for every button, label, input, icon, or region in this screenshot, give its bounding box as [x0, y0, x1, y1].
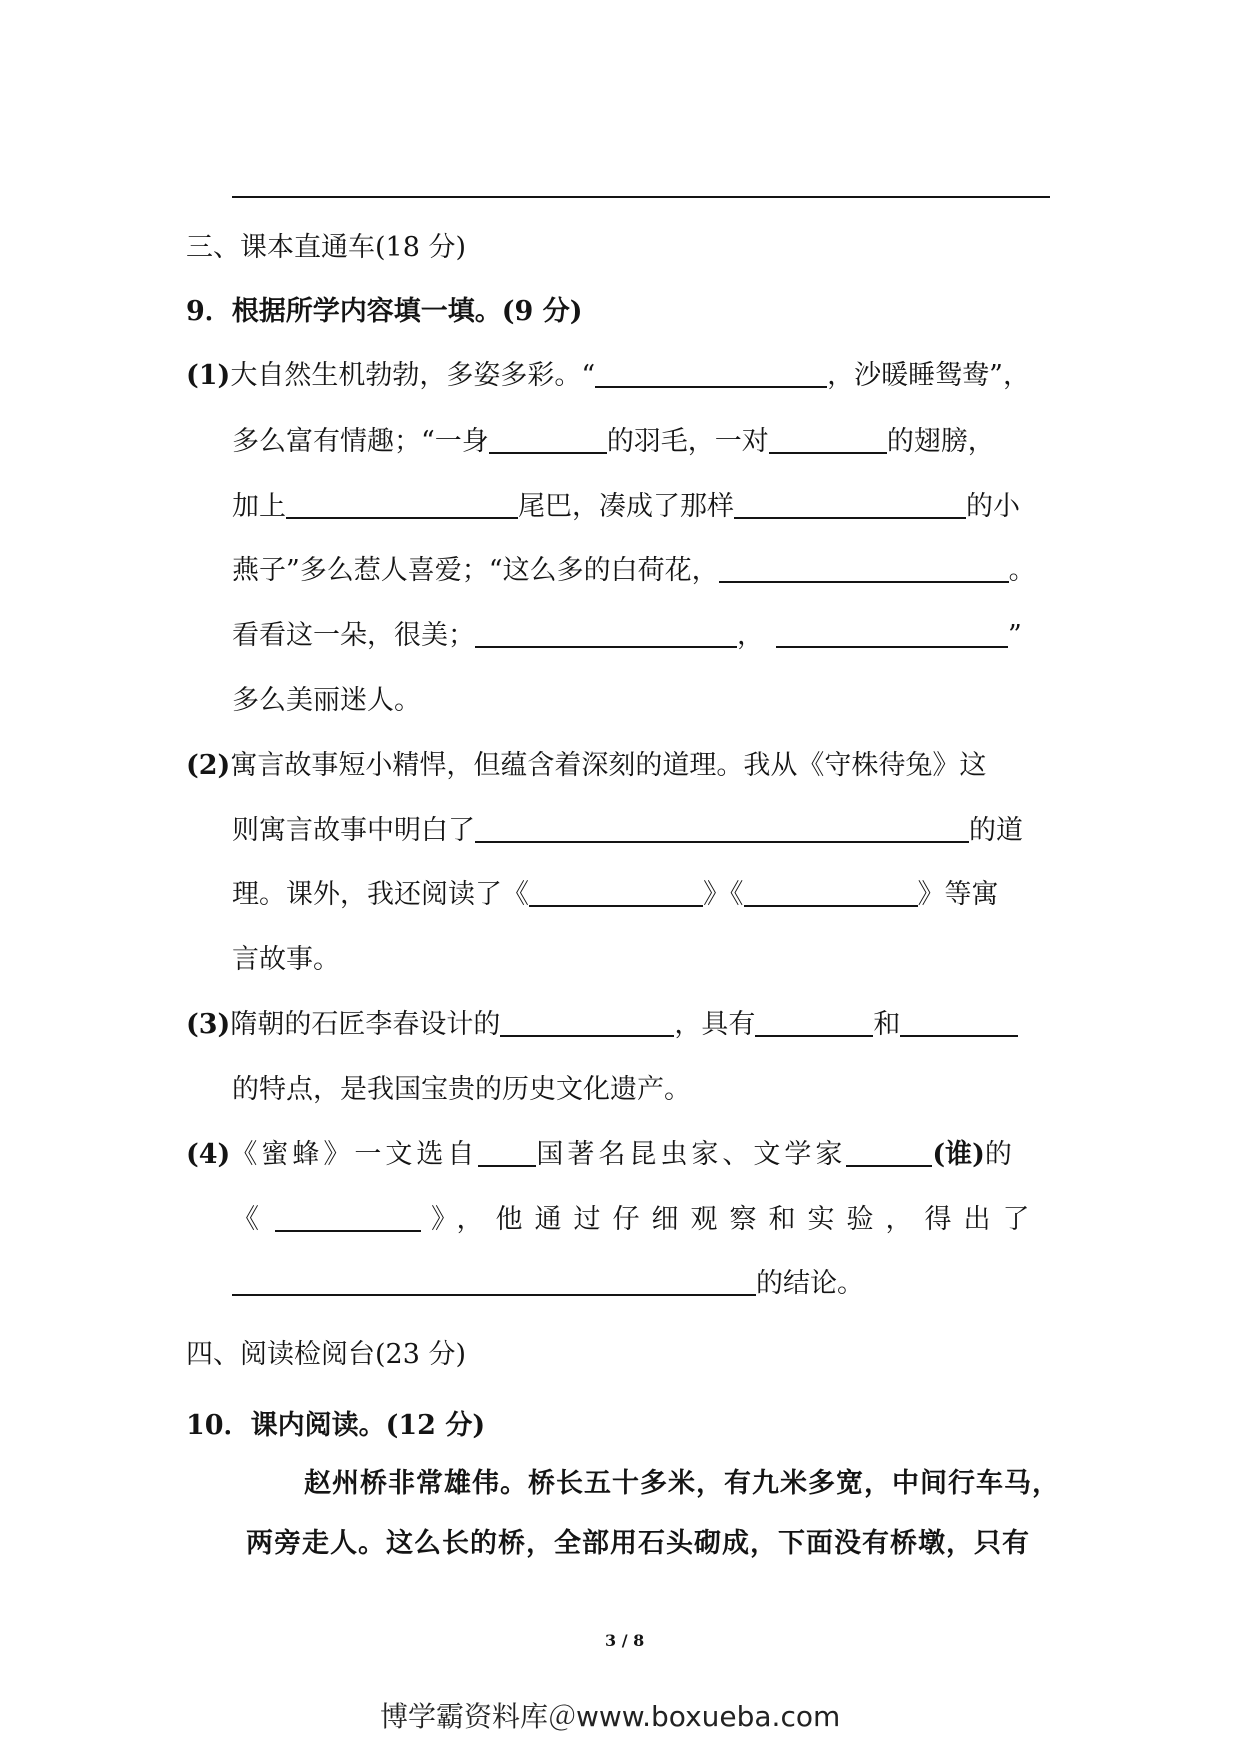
fill-blank[interactable]	[478, 1139, 536, 1167]
fill-blank[interactable]	[900, 1009, 1018, 1037]
fill-blank[interactable]	[529, 879, 703, 907]
q9-part3-number: (3)	[186, 1009, 231, 1040]
fill-blank[interactable]	[734, 491, 966, 519]
q9-part1-line1: (1)大自然生机勃勃，多姿多彩。“ ，沙暖睡鸳鸯”，	[186, 360, 1030, 391]
fill-blank[interactable]	[744, 879, 918, 907]
section-3-title: 三、课本直通车(18 分)	[186, 232, 467, 263]
q9-part4-line1: (4)《蜜蜂》一文选自 国著名昆虫家、文学家 (谁)的	[186, 1139, 1012, 1170]
section-4-title: 四、阅读检阅台(23 分)	[186, 1339, 467, 1370]
question-9-title: 9．根据所学内容填一填。(9 分)	[186, 296, 583, 327]
q9-part2-line1: (2)寓言故事短小精悍，但蕴含着深刻的道理。我从《守株待兔》这	[186, 750, 987, 781]
fill-blank[interactable]	[286, 491, 518, 519]
q9-part2-line3: 理。课外，我还阅读了《 》《 》等寓	[232, 879, 999, 910]
q9-part4-line3: 的结论。	[232, 1266, 864, 1302]
fill-blank[interactable]	[232, 1268, 756, 1296]
question-10-title: 10．课内阅读。(12 分)	[186, 1410, 486, 1441]
q9-part1-line4: 燕子”多么惹人喜爱；“这么多的白荷花， 。	[232, 555, 1036, 586]
fill-blank[interactable]	[776, 620, 1008, 648]
fill-blank[interactable]	[846, 1139, 932, 1167]
q9-part3-line1: (3)隋朝的石匠李春设计的 ，具有 和	[186, 1007, 1018, 1043]
reading-passage-line1: 赵州桥非常雄伟。桥长五十多米，有九米多宽，中间行车马，	[304, 1468, 1060, 1499]
q9-part2-number: (2)	[186, 750, 231, 781]
fill-blank[interactable]	[489, 426, 607, 454]
fill-blank[interactable]	[475, 815, 969, 843]
answer-line-top	[232, 196, 1050, 198]
fill-blank[interactable]	[275, 1204, 421, 1232]
q9-part4-line2: 《 》，他通过仔细观察和实验，得出了	[232, 1204, 1042, 1235]
q9-part4-number: (4)	[186, 1139, 231, 1170]
q9-part2-line4: 言故事。	[232, 944, 340, 975]
fill-blank[interactable]	[769, 426, 887, 454]
q9-part1-line2: 多么富有情趣；“一身 的羽毛，一对 的翅膀，	[232, 426, 995, 457]
fill-blank[interactable]	[475, 620, 737, 648]
q9-part3-line2: 的特点，是我国宝贵的历史文化遗产。	[232, 1074, 691, 1105]
q9-part1-line5: 看看这一朵，很美； ， ”	[232, 620, 1022, 651]
page-number: 3 / 8	[605, 1631, 645, 1650]
q9-part2-line2: 则寓言故事中明白了 的道	[232, 815, 1023, 846]
fill-blank[interactable]	[595, 360, 827, 388]
q9-part1-line3: 加上 尾巴，凑成了那样 的小	[232, 491, 1020, 522]
reading-passage-line2: 两旁走人。这么长的桥，全部用石头砌成，下面没有桥墩，只有	[246, 1528, 1030, 1559]
q9-part1-number: (1)	[186, 360, 231, 391]
q9-part1-line6: 多么美丽迷人。	[232, 685, 421, 716]
watermark: 博学霸资料库＠www.boxueba.com	[380, 1700, 841, 1733]
fill-blank[interactable]	[500, 1009, 674, 1037]
fill-blank[interactable]	[755, 1009, 873, 1037]
fill-blank[interactable]	[719, 555, 1009, 583]
